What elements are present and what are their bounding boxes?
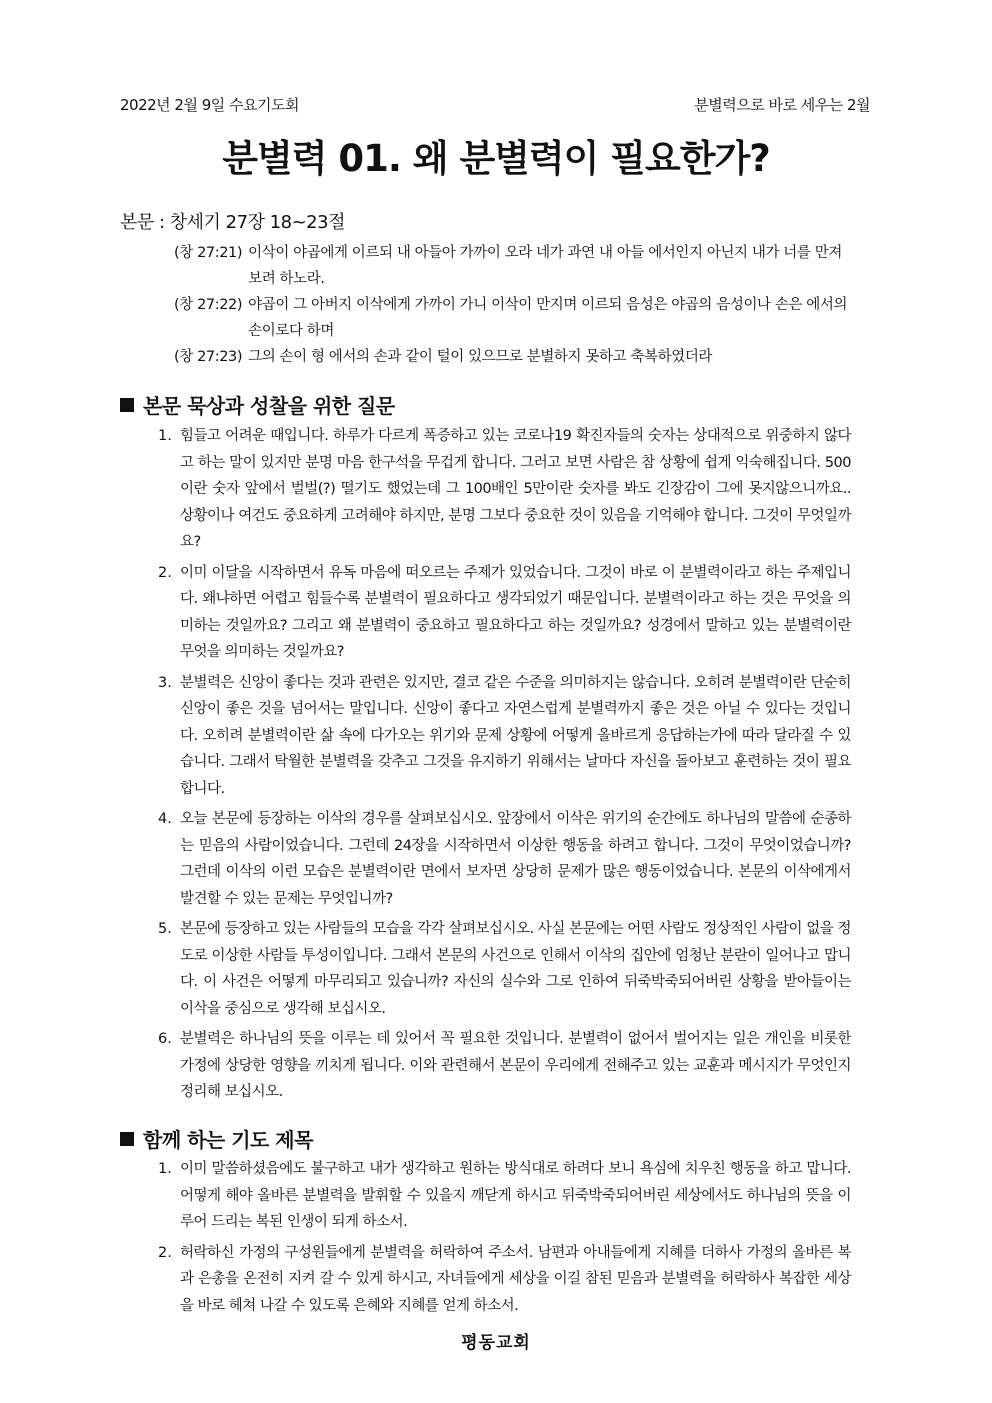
item-text: 본문에 등장하고 있는 사람들의 모습을 각각 살펴보십시오. 사실 본문에는 어떤 사람도 정상적인 사람이 없을 정도로 이상한 사람들 투성이입니다. 그래서 본문의 사건으로 인해서 이삭의 집안에 엄청난 분란이 일어나고 맙니다. 이 사건은 어떻게 마무리되고 있습니까? 자신의 실수와 그로 인하여 뒤죽박죽되어버린 상황을 받아들이는 이삭을 중심으로 생각해 보십시오.: [180, 921, 851, 1017]
church-logo: 평동교회: [461, 1333, 531, 1353]
square-bullet-icon: [120, 398, 134, 412]
item-number: 4.: [158, 811, 172, 827]
prayers-list: [158, 1156, 851, 1323]
item-text: 분별력은 하나님의 뜻을 이루는 데 있어서 꼭 필요한 것입니다. 분별력이 없어서 벌어지는 일은 개인을 비롯한 가정에 상당한 영향을 끼치게 됩니다. 이와 관련해서 본문이 우리에게 전해주고 있는 교훈과 메시지가 무엇인지 정리해 보십시오.: [180, 1031, 851, 1100]
list-item: [158, 916, 851, 1022]
item-number: 2.: [158, 564, 172, 581]
item-number: 1.: [158, 428, 172, 444]
verse-text: 이삭이 야곱에게 이르되 내 아들아 가까이 오라 네가 과연 내 아들 에서인지 아닌지 내가 너를 만져보려 하노라.: [248, 245, 842, 287]
list-item: [158, 806, 851, 912]
item-text: 허락하신 가정의 구성원들에게 분별력을 허락하여 주소서. 남편과 아내들에게 지혜를 더하사 가정의 올바른 복과 은총을 온전히 지켜 갈 수 있게 하시고, 자녀들에게 세상을 이길 참된 믿음과 분별력을 허락하사 복잡한 세상을 바로 헤쳐 나갈 수 있도록 은혜와 지혜를 얻게 하소서.: [180, 1244, 851, 1314]
verse-item: [174, 292, 854, 344]
verse-ref: (창 27:21): [174, 245, 243, 261]
item-number: 6.: [158, 1031, 172, 1047]
prayers-heading: [120, 1124, 313, 1153]
prayers-heading-text: 함께 하는 기도 제목: [143, 1128, 313, 1152]
questions-heading: [120, 390, 395, 419]
questions-heading-text: 본문 묵상과 성찰을 위한 질문: [143, 394, 395, 418]
item-text: 이미 말씀하셨음에도 불구하고 내가 생각하고 원하는 방식대로 하려다 보니 욕심에 치우친 행동을 하고 맙니다. 어떻게 해야 올바른 분별력을 발휘할 수 있을지 깨닫게 하시고 뒤죽박죽되어버린 세상에서도 하나님의 뜻을 이루어 드리는 복된 인생이 되게 하소서.: [180, 1161, 851, 1230]
scripture-label: 본문 : 창세기 27장 18~23절: [120, 212, 345, 233]
header-date: 2022년 2월 9일 수요기도회: [120, 96, 299, 114]
scripture-verses: [174, 240, 854, 370]
list-item: [158, 670, 851, 803]
verse-item: [174, 240, 854, 292]
item-number: 1.: [158, 1161, 172, 1177]
page-title: 분별력 01. 왜 분별력이 필요한가?: [222, 137, 770, 180]
item-text: 분별력은 신앙이 좋다는 것과 관련은 있지만, 결코 같은 수준을 의미하지는 않습니다. 오히려 분별력이란 단순히 신앙이 좋은 것을 넘어서는 말입니다. 신앙이 좋다고 자연스럽게 분별력까지 좋은 것은 아닐 수 있다는 것입니다. 오히려 분별력이란 삶 속에 다가오는 위기와 문제 상황에 어떻게 올바르게 응답하는가에 따라 달라질 수 있습니다. 그래서 탁월한 분별력을 갖추고 그것을 유지하기 위해서는 날마다 자신을 돌아보고 훈련하는 것이 필요합니다.: [180, 674, 851, 797]
verse-ref: (창 27:22): [174, 297, 243, 313]
list-item: [158, 560, 851, 666]
verse-text: 야곱이 그 아버지 이삭에게 가까이 가니 이삭이 만지며 이르되 음성은 야곱의 음성이나 손은 에서의 손이로다 하며: [248, 297, 848, 339]
list-item: [158, 1156, 851, 1236]
list-item: [158, 1240, 851, 1320]
verse-item: [174, 344, 854, 370]
list-item: [158, 423, 851, 556]
list-item: [158, 1026, 851, 1106]
item-text: 힘들고 어려운 때입니다. 하루가 다르게 폭증하고 있는 코로나19 확진자들의 숫자는 상대적으로 위중하지 않다고 하는 말이 있지만 분명 마음 한구석을 무겁게 합니다. 그러고 보면 사람은 참 상황에 쉽게 익숙해집니다. 500이란 숫자 앞에서 벌벌(?) 떨기도 했었는데 그 100배인 5만이란 숫자를 봐도 긴장감이 그에 못지않으니까요.. 상황이나 여건도 중요하게 고려해야 하지만, 분명 그보다 중요한 것이 있음을 기억해야 합니다. 그것이 무엇일까요?: [180, 428, 851, 550]
verse-ref: (창 27:23): [174, 349, 243, 365]
questions-list: [158, 423, 851, 1110]
header-series: 분별력으로 바로 세우는 2월: [694, 96, 870, 114]
item-number: 5.: [158, 921, 172, 937]
item-number: 2.: [158, 1244, 172, 1261]
item-text: 이미 이달을 시작하면서 유독 마음에 떠오르는 주제가 있었습니다. 그것이 바로 이 분별력이라고 하는 주제입니다. 왜냐하면 어렵고 힘들수록 분별력이 필요하다고 생각되었기 때문입니다. 분별력이라고 하는 것은 무엇을 의미하는 것일까요? 그리고 왜 분별력이 중요하고 필요하다고 하는 것일까요? 성경에서 말하고 있는 분별력이란 무엇을 의미하는 것일까요?: [180, 564, 851, 660]
verse-text: 그의 손이 형 에서의 손과 같이 털이 있으므로 분별하지 못하고 축복하였더라: [248, 349, 713, 365]
item-text: 오늘 본문에 등장하는 이삭의 경우를 살펴보십시오. 앞장에서 이삭은 위기의 순간에도 하나님의 말씀에 순종하는 믿음의 사람이었습니다. 그런데 24장을 시작하면서 이상한 행동을 하려고 합니다. 그것이 무엇이었습니까? 그런데 이삭의 이런 모습은 분별력이란 면에서 보자면 상당히 문제가 많은 행동이었습니다. 본문의 이삭에게서 발견할 수 있는 문제는 무엇입니까?: [180, 811, 851, 907]
item-number: 3.: [158, 674, 172, 691]
square-bullet-icon: [120, 1132, 134, 1146]
